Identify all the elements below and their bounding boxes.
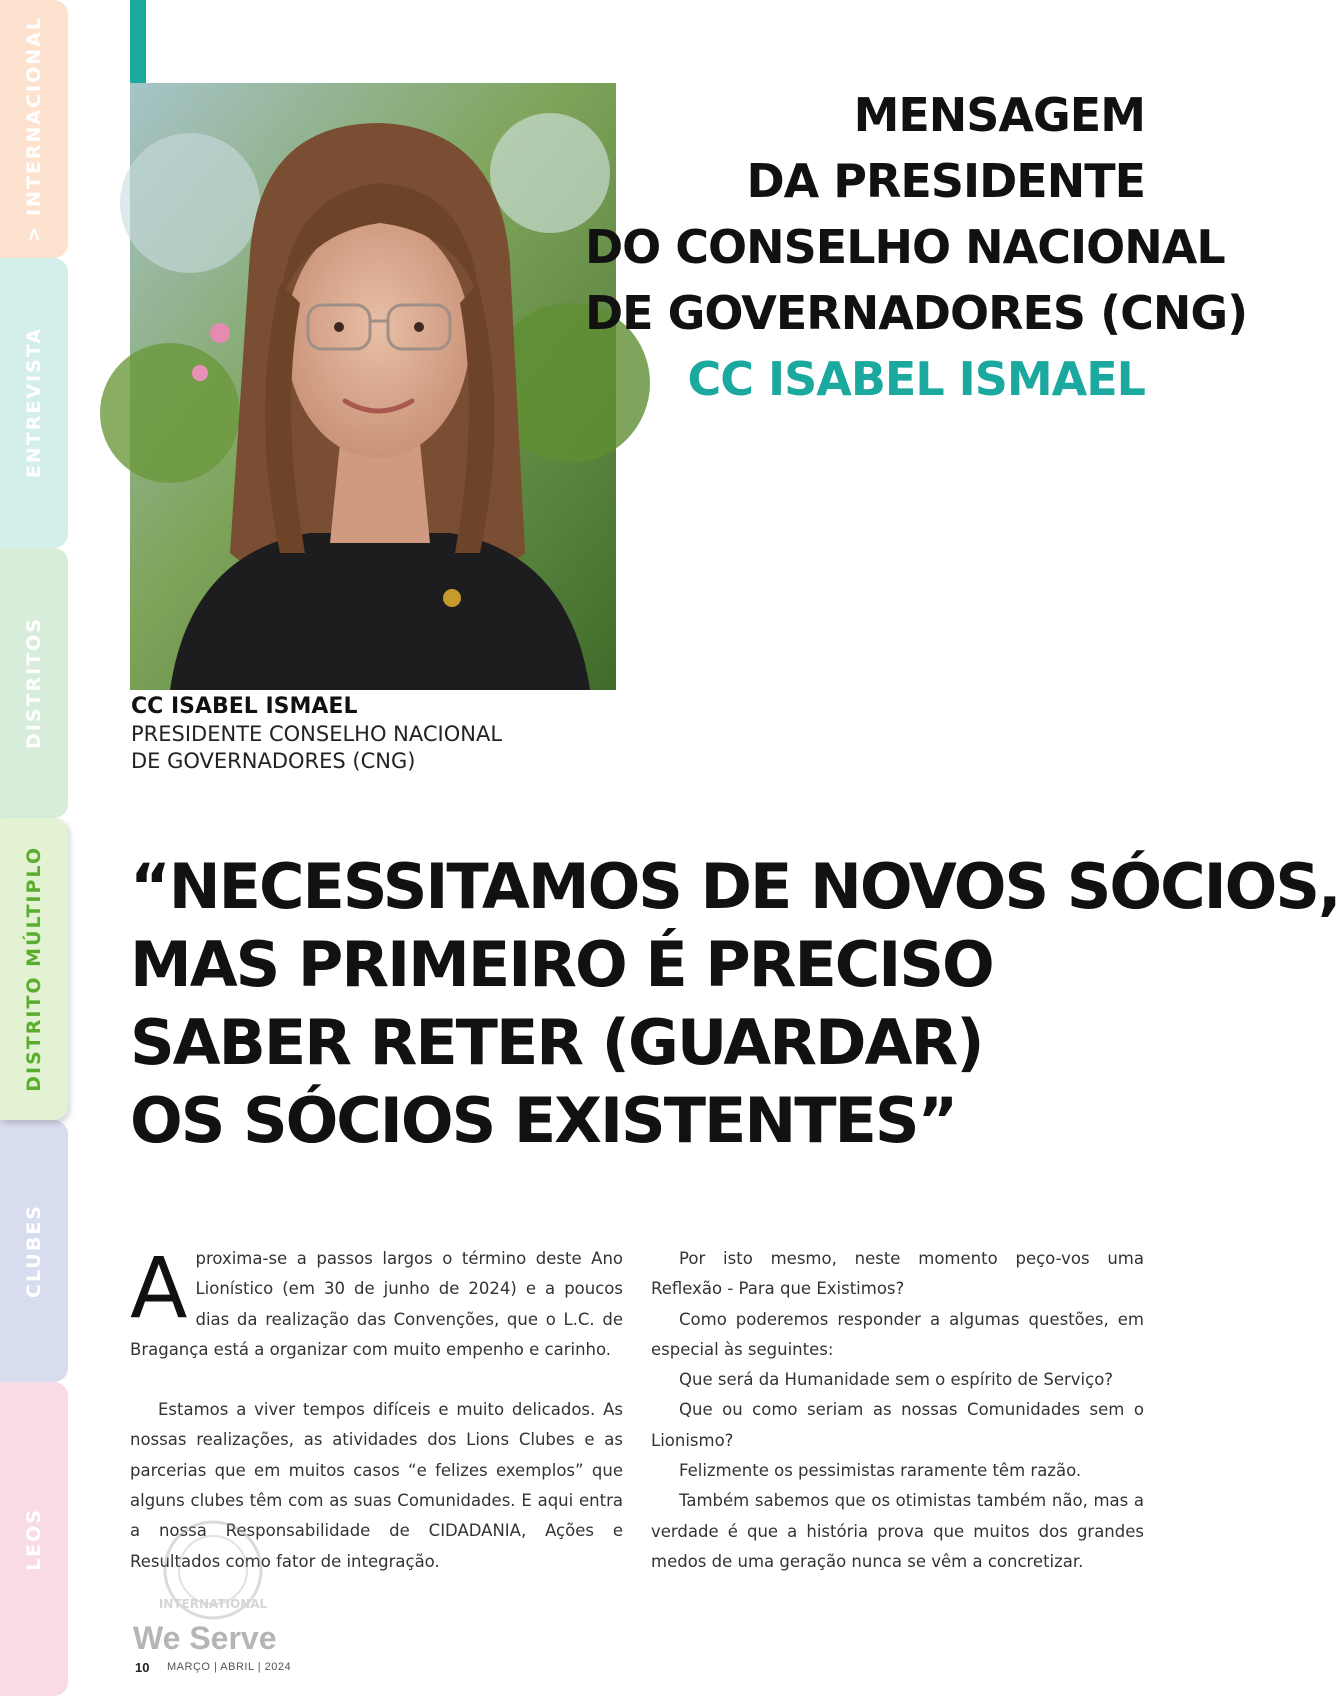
article-paragraph: Que será da Humanidade sem o espírito de Serviço? — [679, 1370, 1114, 1390]
side-tab-label: LEOS — [23, 1507, 45, 1571]
article-paragraph — [130, 1239, 623, 1365]
paragraph-text: proxima-se a passos largos o término deste Ano Lionístico (em 30 de junho de 2024) e a poucos dias da realização das Convenções, que o L.C. de Bragança está a organizar com muito empenho e carinho. — [130, 1249, 623, 1359]
article-paragraph: Estamos a viver tempos difíceis e muito delicados. As nossas realizações, as atividades dos Lions Clubes e as parcerias que em muitos casos “e felizes exemplos” que alguns clubes têm com as suas Comunidades. E aqui entra a nossa Responsabilidade de CIDADANIA, Ações e Resultados como fator de integração. — [130, 1400, 623, 1571]
article-paragraph: Felizmente os pessimistas raramente têm razão. — [679, 1461, 1082, 1481]
side-tab-leos[interactable] — [0, 1382, 68, 1696]
article-paragraph: Como poderemos responder a algumas questões, em especial às seguintes: — [651, 1309, 1144, 1359]
side-tab-label: ENTREVISTA — [23, 327, 45, 479]
title-line: DO CONSELHO NACIONAL — [585, 220, 1225, 274]
title-line: MENSAGEM — [853, 88, 1145, 142]
quote-line: OS SÓCIOS EXISTENTES” — [130, 1084, 957, 1157]
portrait-photo — [130, 83, 616, 690]
page-number: 10 — [135, 1660, 150, 1675]
page-title — [585, 82, 1248, 412]
side-tab-label: CLUBES — [23, 1204, 45, 1298]
side-tab-distrito-multiplo[interactable] — [0, 818, 68, 1120]
quote-line: MAS PRIMEIRO É PRECISO — [130, 928, 993, 1001]
caption-role-line: DE GOVERNADORES (CNG) — [131, 749, 416, 773]
brand-we-serve: We Serve — [133, 1620, 277, 1656]
side-tab-internacional[interactable] — [0, 0, 68, 258]
seal-text: INTERNATIONAL — [158, 1597, 268, 1611]
article-paragraph: Por isto mesmo, neste momento peço-vos uma Reflexão - Para que Existimos? — [651, 1249, 1144, 1299]
drop-cap: A — [130, 1239, 188, 1337]
quote-line: “NECESSITAMOS DE NOVOS SÓCIOS, — [130, 850, 1340, 923]
side-tab-entrevista[interactable] — [0, 258, 68, 548]
title-author: CC ISABEL ISMAEL — [687, 352, 1145, 406]
issue-date: MARÇO | ABRIL | 2024 — [167, 1661, 292, 1673]
photo-caption-role — [131, 721, 631, 775]
caption-role-line: PRESIDENTE CONSELHO NACIONAL — [131, 722, 503, 746]
article-paragraph: Que ou como seriam as nossas Comunidades sem o Lionismo? — [651, 1400, 1144, 1450]
side-tab-label: > INTERNACIONAL — [23, 15, 45, 243]
quote-line: SABER RETER (GUARDAR) — [130, 1006, 983, 1079]
lions-seal-logo — [148, 1530, 278, 1620]
article-paragraph: Também sabemos que os otimistas também não, mas a verdade é que a história prova que muitos dos grandes medos de uma geração nunca se vêm a concretizar. — [651, 1491, 1144, 1571]
side-tab-clubes[interactable] — [0, 1120, 68, 1382]
article-column-right — [651, 1244, 1144, 1577]
title-line: DE GOVERNADORES (CNG) — [585, 286, 1248, 340]
title-line: DA PRESIDENTE — [746, 154, 1145, 208]
side-tab-label: DISTRITO MÚLTIPLO — [23, 846, 45, 1092]
pull-quote — [130, 848, 1340, 1160]
side-tab-distritos[interactable] — [0, 548, 68, 818]
article-column-left — [130, 1239, 623, 1577]
side-tab-label: DISTRITOS — [23, 617, 45, 749]
photo-caption-name: CC ISABEL ISMAEL — [131, 694, 358, 719]
